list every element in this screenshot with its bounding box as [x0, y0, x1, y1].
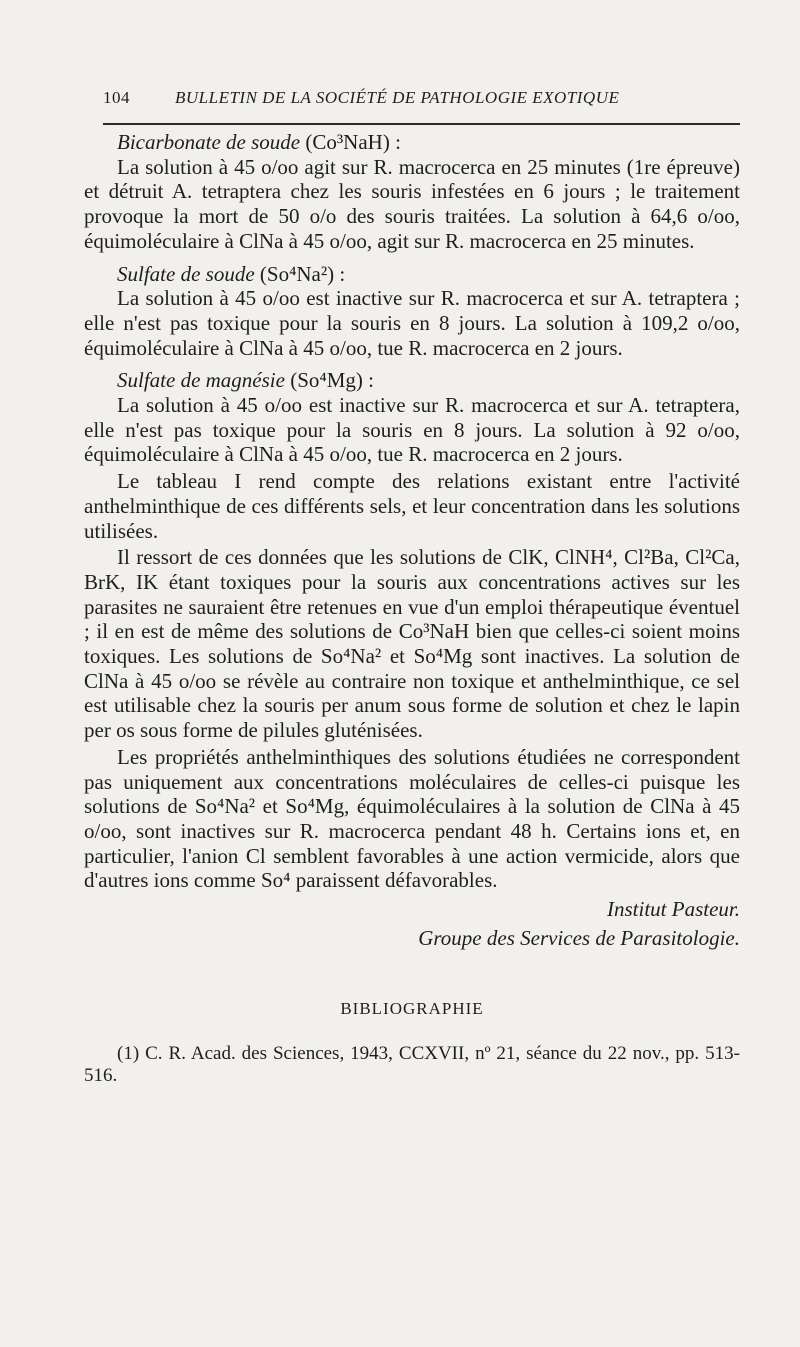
section-title-bicarbonate: [84, 130, 740, 155]
section-formula: (So⁴Na²) :: [259, 261, 346, 286]
body-paragraph-tableau: Le tableau I rend compte des relations existant entre l'activité anthelminthique de ces différents sels, et leur concentration dans les solutions utilisées.: [84, 469, 740, 543]
body-paragraph-properties: Les propriétés anthelminthiques des solutions étudiées ne correspondent pas uniquement aux concentrations moléculaires de celles-ci puisque les solutions de So⁴Na² et So⁴Mg, équimoléculaires à la solution de ClNa à 45 o/oo, sont inactives sur R. macrocerca pendant 48 h. Certains ions et, en particulier, l'anion Cl semblent favorables à une action vermicide, alors que d'autres ions comme So⁴ paraissent défavorables.: [84, 744, 740, 893]
section-title-sulfate-magnesie: [84, 368, 740, 393]
section-title-sulfate-soude: [84, 262, 740, 287]
section-title-text: Bicarbonate de soude: [117, 130, 301, 154]
bibliography-heading: BIBLIOGRAPHIE: [340, 998, 484, 1018]
section-title-text: Sulfate de soude: [117, 261, 255, 286]
signature-department: Groupe des Services de Parasitologie.: [418, 925, 740, 950]
running-title: BULLETIN DE LA SOCIÉTÉ DE PATHOLOGIE EXOTIQUE: [175, 88, 620, 107]
section-paragraph-sulfate-magnesie: La solution à 45 o/oo est inactive sur R. macrocerca et sur A. tetraptera, elle n'est pas toxique pour la souris en 8 jours. La solution à 92 o/oo, équimoléculaire à ClNa à 45 o/oo, tue R. macrocerca en 2 jours.: [84, 393, 740, 467]
header-rule: [103, 123, 740, 125]
document-body: [84, 130, 740, 1087]
page-header: [103, 86, 740, 114]
body-paragraph-conclusion: Il ressort de ces données que les solutions de ClK, ClNH⁴, Cl²Ba, Cl²Ca, BrK, IK étant toxiques pour la souris aux concentrations actives sur les parasites ne sauraient être retenues en vue d'un emploi thérapeutique éventuel ; il en est de même des solutions de Co³NaH bien que celles-ci soient moins toxiques. Les solutions de So⁴Na² et So⁴Mg sont inactives. La solution de ClNa à 45 o/oo se révèle au contraire non toxique et anthelminthique, ce sel est utilisable chez la souris per anum sous forme de solution et chez le lapin per os sous forme de pilules gluténisées.: [84, 545, 740, 743]
page-number: 104: [103, 88, 130, 107]
section-paragraph-sulfate-soude: La solution à 45 o/oo est inactive sur R. macrocerca et sur A. tetraptera ; elle n'est pas toxique pour la souris en 8 jours. La solution à 109,2 o/oo, équimoléculaire à ClNa à 45 o/oo, tue R. macrocerca en 2 jours.: [84, 286, 740, 360]
section-paragraph-bicarbonate: La solution à 45 o/oo agit sur R. macrocerca en 25 minutes (1re épreuve) et détruit A. tetraptera chez les souris infestées en 6 jours ; le traitement provoque la mort de 50 o/o des souris traitées. La solution à 64,6 o/oo, équimoléculaire à ClNa à 45 o/oo, agit sur R. macrocerca en 25 minutes.: [84, 154, 740, 253]
section-title-text: Sulfate de magnésie: [117, 368, 285, 393]
bibliography-entry: (1) C. R. Acad. des Sciences, 1943, CCXVII, nº 21, séance du 22 nov., pp. 513-516.: [84, 1043, 740, 1087]
signature-institution: Institut Pasteur.: [606, 897, 740, 922]
section-formula: (Co³NaH) :: [305, 130, 401, 154]
section-formula: (So⁴Mg) :: [290, 368, 374, 393]
